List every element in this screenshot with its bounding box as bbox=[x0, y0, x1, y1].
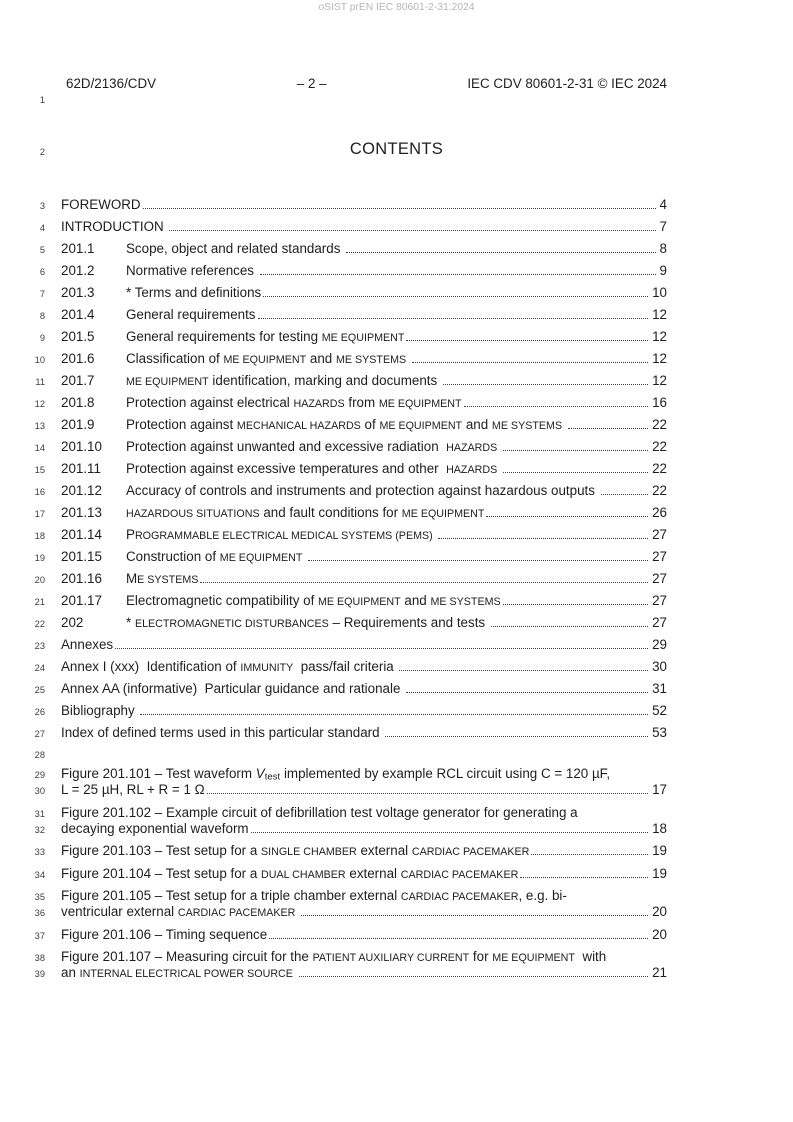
toc-entry-line[interactable] bbox=[17, 590, 667, 612]
dot-leader bbox=[308, 560, 648, 561]
toc-entry-line[interactable] bbox=[17, 949, 667, 965]
section-number: 201.5 bbox=[61, 329, 95, 344]
entry-text: Index of defined terms used in this particular standard bbox=[61, 725, 384, 740]
page-number: 16 bbox=[652, 395, 667, 410]
page-number: 27 bbox=[652, 549, 667, 564]
toc-entry-line[interactable] bbox=[17, 722, 667, 744]
line-number: 19 bbox=[34, 553, 45, 563]
line-number: 16 bbox=[34, 487, 45, 497]
toc-entry-line[interactable] bbox=[17, 888, 667, 904]
page-number: 18 bbox=[652, 820, 667, 836]
page-number: 21 bbox=[652, 965, 667, 980]
page-number: 30 bbox=[652, 659, 667, 674]
line-number: 3 bbox=[39, 201, 45, 211]
entry-text: Bibliography bbox=[61, 703, 139, 718]
entry-text: ME EQUIPMENT identification, marking and documents bbox=[126, 373, 441, 388]
line-number: 35 bbox=[34, 892, 45, 902]
section-number: 201.17 bbox=[61, 593, 102, 608]
dot-leader bbox=[406, 692, 648, 693]
toc-entry-line[interactable] bbox=[17, 392, 667, 414]
page-number: 22 bbox=[652, 461, 667, 476]
section-number: 201.2 bbox=[61, 263, 95, 278]
section-number: 201.11 bbox=[61, 461, 101, 476]
header-document-reference: 62D/2136/CDV bbox=[66, 76, 157, 91]
line-number: 6 bbox=[39, 267, 45, 277]
section-number: 201.6 bbox=[61, 351, 95, 366]
section-number: 202 bbox=[61, 615, 84, 630]
line-number: 21 bbox=[34, 597, 45, 607]
page-number: 20 bbox=[652, 904, 667, 919]
line-number: 25 bbox=[34, 685, 45, 695]
page-number: 22 bbox=[652, 417, 667, 432]
line-number: 28 bbox=[34, 750, 45, 760]
entry-text: decaying exponential waveform bbox=[61, 820, 249, 836]
page-number: 22 bbox=[652, 439, 667, 454]
section-number: 201.8 bbox=[61, 395, 95, 410]
toc-entry-line[interactable] bbox=[17, 348, 667, 370]
toc-entry-line[interactable] bbox=[17, 304, 667, 326]
entry-text: Figure 201.103 – Test setup for a SINGLE CHAMBER external CARDIAC PACEMAKER bbox=[61, 843, 530, 858]
toc-entry-line[interactable] bbox=[17, 326, 667, 348]
toc-entry-line[interactable] bbox=[17, 282, 667, 304]
toc-entry-line[interactable] bbox=[17, 436, 667, 458]
line-number: 9 bbox=[39, 333, 45, 343]
toc-entry-line[interactable] bbox=[17, 965, 667, 988]
toc-entry-line[interactable] bbox=[17, 414, 667, 436]
entry-text: FOREWORD bbox=[61, 197, 141, 212]
page-number: 20 bbox=[652, 926, 667, 942]
line-number: 22 bbox=[34, 619, 45, 629]
section-number: 201.4 bbox=[61, 307, 95, 322]
header-standard-reference: IEC CDV 80601-2-31 © IEC 2024 bbox=[467, 76, 667, 91]
page-number: 27 bbox=[652, 593, 667, 608]
entry-text: Scope, object and related standards bbox=[126, 241, 345, 256]
entry-text: an INTERNAL ELECTRICAL POWER SOURCE bbox=[61, 965, 293, 980]
line-number: 14 bbox=[34, 443, 45, 453]
dot-leader bbox=[406, 340, 648, 341]
line-number: 37 bbox=[34, 930, 45, 941]
margin-line-number: 1 bbox=[39, 95, 45, 105]
page-number: 12 bbox=[652, 373, 667, 388]
entry-text: Figure 201.102 – Example circuit of defibrillation test voltage generator for generating a bbox=[61, 804, 578, 820]
entry-text: Annexes bbox=[61, 637, 114, 652]
page-number: 27 bbox=[652, 571, 667, 586]
section-number: 201.15 bbox=[61, 549, 102, 564]
dot-leader bbox=[143, 208, 656, 209]
toc-entry-line[interactable] bbox=[17, 370, 667, 392]
toc-entry-line[interactable] bbox=[17, 458, 667, 480]
page-number: 53 bbox=[652, 725, 667, 740]
line-number: 5 bbox=[39, 245, 45, 255]
page-number: 19 bbox=[652, 843, 667, 858]
dot-leader bbox=[299, 976, 648, 977]
dot-leader bbox=[464, 406, 649, 407]
entry-text: Figure 201.106 – Timing sequence bbox=[61, 926, 268, 942]
entry-text: General requirements for testing ME EQUIPMENT bbox=[126, 329, 405, 344]
dot-leader bbox=[531, 854, 648, 855]
toc-blank-line bbox=[17, 744, 667, 766]
page-number: 12 bbox=[652, 329, 667, 344]
line-number: 4 bbox=[39, 223, 45, 233]
toc-entry-line[interactable] bbox=[17, 678, 667, 700]
toc-entry-line[interactable] bbox=[17, 502, 667, 524]
entry-text: PROGRAMMABLE ELECTRICAL MEDICAL SYSTEMS (PEMS) bbox=[126, 527, 433, 542]
section-number: 201.12 bbox=[61, 483, 102, 498]
line-number: 27 bbox=[34, 729, 45, 739]
dot-leader bbox=[520, 877, 648, 878]
toc-entry-line[interactable] bbox=[17, 700, 667, 722]
page-number: 8 bbox=[659, 241, 667, 256]
toc-entry-line[interactable] bbox=[17, 634, 667, 656]
entry-text: Protection against excessive temperatures and other HAZARDS bbox=[126, 461, 498, 476]
line-number: 18 bbox=[34, 531, 45, 541]
page-number: 27 bbox=[652, 615, 667, 630]
dot-leader bbox=[399, 670, 648, 671]
toc-entry-line[interactable] bbox=[17, 656, 667, 678]
entry-text: Normative references bbox=[126, 263, 258, 278]
toc-entry-line[interactable] bbox=[17, 480, 667, 502]
entry-text: Electromagnetic compatibility of ME EQUIPMENT and ME SYSTEMS bbox=[126, 593, 501, 608]
page-header bbox=[66, 76, 667, 92]
dot-leader bbox=[346, 252, 655, 253]
entry-text: Annex I (xxx) Identification of IMMUNITY pass/fail criteria bbox=[61, 659, 398, 674]
page-number: 7 bbox=[659, 219, 667, 234]
toc-entry-line[interactable] bbox=[17, 260, 667, 282]
toc-entry-line[interactable] bbox=[17, 904, 667, 927]
page-number: 29 bbox=[652, 637, 667, 652]
entry-text: Accuracy of controls and instruments and protection against hazardous outputs bbox=[126, 483, 599, 498]
page-number: 31 bbox=[652, 681, 667, 696]
dot-leader bbox=[601, 494, 648, 495]
page-number: 10 bbox=[652, 285, 667, 300]
entry-text: ventricular external CARDIAC PACEMAKER bbox=[61, 904, 296, 919]
dot-leader bbox=[269, 938, 648, 939]
margin-line-number: 2 bbox=[39, 147, 45, 157]
page-number: 22 bbox=[652, 483, 667, 498]
line-number: 34 bbox=[34, 869, 45, 880]
section-number: 201.10 bbox=[61, 439, 102, 454]
line-number: 30 bbox=[34, 786, 45, 796]
entry-text: Figure 201.104 – Test setup for a DUAL CHAMBER external CARDIAC PACEMAKER bbox=[61, 865, 519, 881]
toc-entry-line[interactable] bbox=[17, 568, 667, 590]
toc-entry-line[interactable] bbox=[17, 866, 667, 889]
dot-leader bbox=[491, 626, 648, 627]
line-number: 10 bbox=[34, 355, 45, 365]
entry-text: Protection against unwanted and excessive radiation HAZARDS bbox=[126, 439, 498, 454]
page-number: 52 bbox=[652, 703, 667, 718]
page-number: 26 bbox=[652, 505, 667, 520]
page-number: 27 bbox=[652, 527, 667, 542]
watermark-text: oSIST prEN IEC 80601-2-31:2024 bbox=[318, 2, 475, 13]
line-number: 33 bbox=[34, 847, 45, 857]
entry-text: General requirements bbox=[126, 307, 256, 322]
line-number: 29 bbox=[34, 770, 45, 780]
toc-entry-line[interactable] bbox=[17, 238, 667, 260]
dot-leader bbox=[263, 296, 648, 297]
line-number: 26 bbox=[34, 707, 45, 717]
page-number: 19 bbox=[652, 865, 667, 881]
entry-text: INTRODUCTION bbox=[61, 219, 168, 234]
entry-text: Protection against MECHANICAL HAZARDS of ME EQUIPMENT and ME SYSTEMS bbox=[126, 417, 563, 432]
page-number: 12 bbox=[652, 351, 667, 366]
dot-leader bbox=[438, 538, 648, 539]
line-number: 17 bbox=[34, 509, 45, 519]
toc-entry-line[interactable] bbox=[17, 524, 667, 546]
dot-leader bbox=[486, 516, 648, 517]
section-number: 201.16 bbox=[61, 571, 102, 586]
section-number: 201.1 bbox=[61, 241, 95, 256]
entry-text: Classification of ME EQUIPMENT and ME SYSTEMS bbox=[126, 351, 407, 366]
line-number: 12 bbox=[34, 399, 45, 409]
dot-leader bbox=[169, 230, 655, 231]
entry-text: * Terms and definitions bbox=[126, 285, 262, 300]
toc-entry-line[interactable] bbox=[17, 612, 667, 634]
dot-leader bbox=[251, 832, 649, 833]
dot-leader bbox=[301, 915, 648, 916]
toc-entry-line[interactable] bbox=[17, 821, 667, 844]
section-number: 201.7 bbox=[61, 373, 95, 388]
entry-text: Figure 201.101 – Test waveform Vtest implemented by example RCL circuit using C = 120 µF, bbox=[61, 766, 611, 783]
entry-text: Figure 201.107 – Measuring circuit for the PATIENT AUXILIARY CURRENT for ME EQUIPMENT with bbox=[61, 949, 607, 964]
line-number: 39 bbox=[34, 969, 45, 979]
toc-entry-line[interactable] bbox=[17, 766, 667, 782]
line-number: 31 bbox=[34, 808, 45, 819]
page-title: CONTENTS bbox=[349, 140, 444, 158]
dot-leader bbox=[115, 648, 648, 649]
page-number: 17 bbox=[652, 782, 667, 797]
dot-leader bbox=[200, 582, 648, 583]
toc-entry-line[interactable] bbox=[17, 546, 667, 568]
dot-leader bbox=[258, 318, 649, 319]
section-number: 201.3 bbox=[61, 285, 95, 300]
line-number: 36 bbox=[34, 908, 45, 918]
dot-leader bbox=[207, 793, 648, 794]
dot-leader bbox=[503, 472, 648, 473]
header-page-number: – 2 – bbox=[296, 76, 327, 91]
line-number: 23 bbox=[34, 641, 45, 651]
toc-entry-line[interactable] bbox=[17, 216, 667, 238]
entry-text: ME SYSTEMS bbox=[126, 571, 199, 586]
toc-list bbox=[17, 194, 667, 988]
line-number: 13 bbox=[34, 421, 45, 431]
dot-leader bbox=[260, 274, 656, 275]
dot-leader bbox=[568, 428, 648, 429]
line-number: 38 bbox=[34, 953, 45, 963]
toc-entry-line[interactable] bbox=[17, 927, 667, 950]
line-number: 8 bbox=[39, 311, 45, 321]
dot-leader bbox=[385, 736, 648, 737]
entry-text: HAZARDOUS SITUATIONS and fault conditions for ME EQUIPMENT bbox=[126, 505, 485, 520]
line-number: 15 bbox=[34, 465, 45, 475]
dot-leader bbox=[443, 384, 648, 385]
entry-text: L = 25 µH, RL + R = 1 Ω bbox=[61, 782, 205, 797]
entry-text: Protection against electrical HAZARDS from ME EQUIPMENT bbox=[126, 395, 462, 410]
entry-text: Annex AA (informative) Particular guidance and rationale bbox=[61, 681, 405, 696]
toc-entry-line[interactable] bbox=[17, 194, 667, 216]
page-number: 4 bbox=[659, 197, 667, 212]
entry-text: Figure 201.105 – Test setup for a triple chamber external CARDIAC PACEMAKER, e.g. bi- bbox=[61, 888, 567, 903]
dot-leader bbox=[503, 604, 648, 605]
entry-text: Construction of ME EQUIPMENT bbox=[126, 549, 303, 564]
toc-entry-line[interactable] bbox=[17, 843, 667, 866]
line-number: 24 bbox=[34, 663, 45, 673]
section-number: 201.9 bbox=[61, 417, 95, 432]
page-number: 9 bbox=[659, 263, 667, 278]
line-number: 20 bbox=[34, 575, 45, 585]
toc-entry-line[interactable] bbox=[17, 805, 667, 821]
line-number: 32 bbox=[34, 824, 45, 835]
line-number: 7 bbox=[39, 289, 45, 299]
dot-leader bbox=[140, 714, 648, 715]
line-number: 11 bbox=[35, 377, 45, 387]
page-number: 12 bbox=[652, 307, 667, 322]
section-number: 201.14 bbox=[61, 527, 102, 542]
section-number: 201.13 bbox=[61, 505, 102, 520]
entry-text: * ELECTROMAGNETIC DISTURBANCES – Requirements and tests bbox=[126, 615, 489, 630]
dot-leader bbox=[412, 362, 648, 363]
dot-leader bbox=[503, 450, 648, 451]
